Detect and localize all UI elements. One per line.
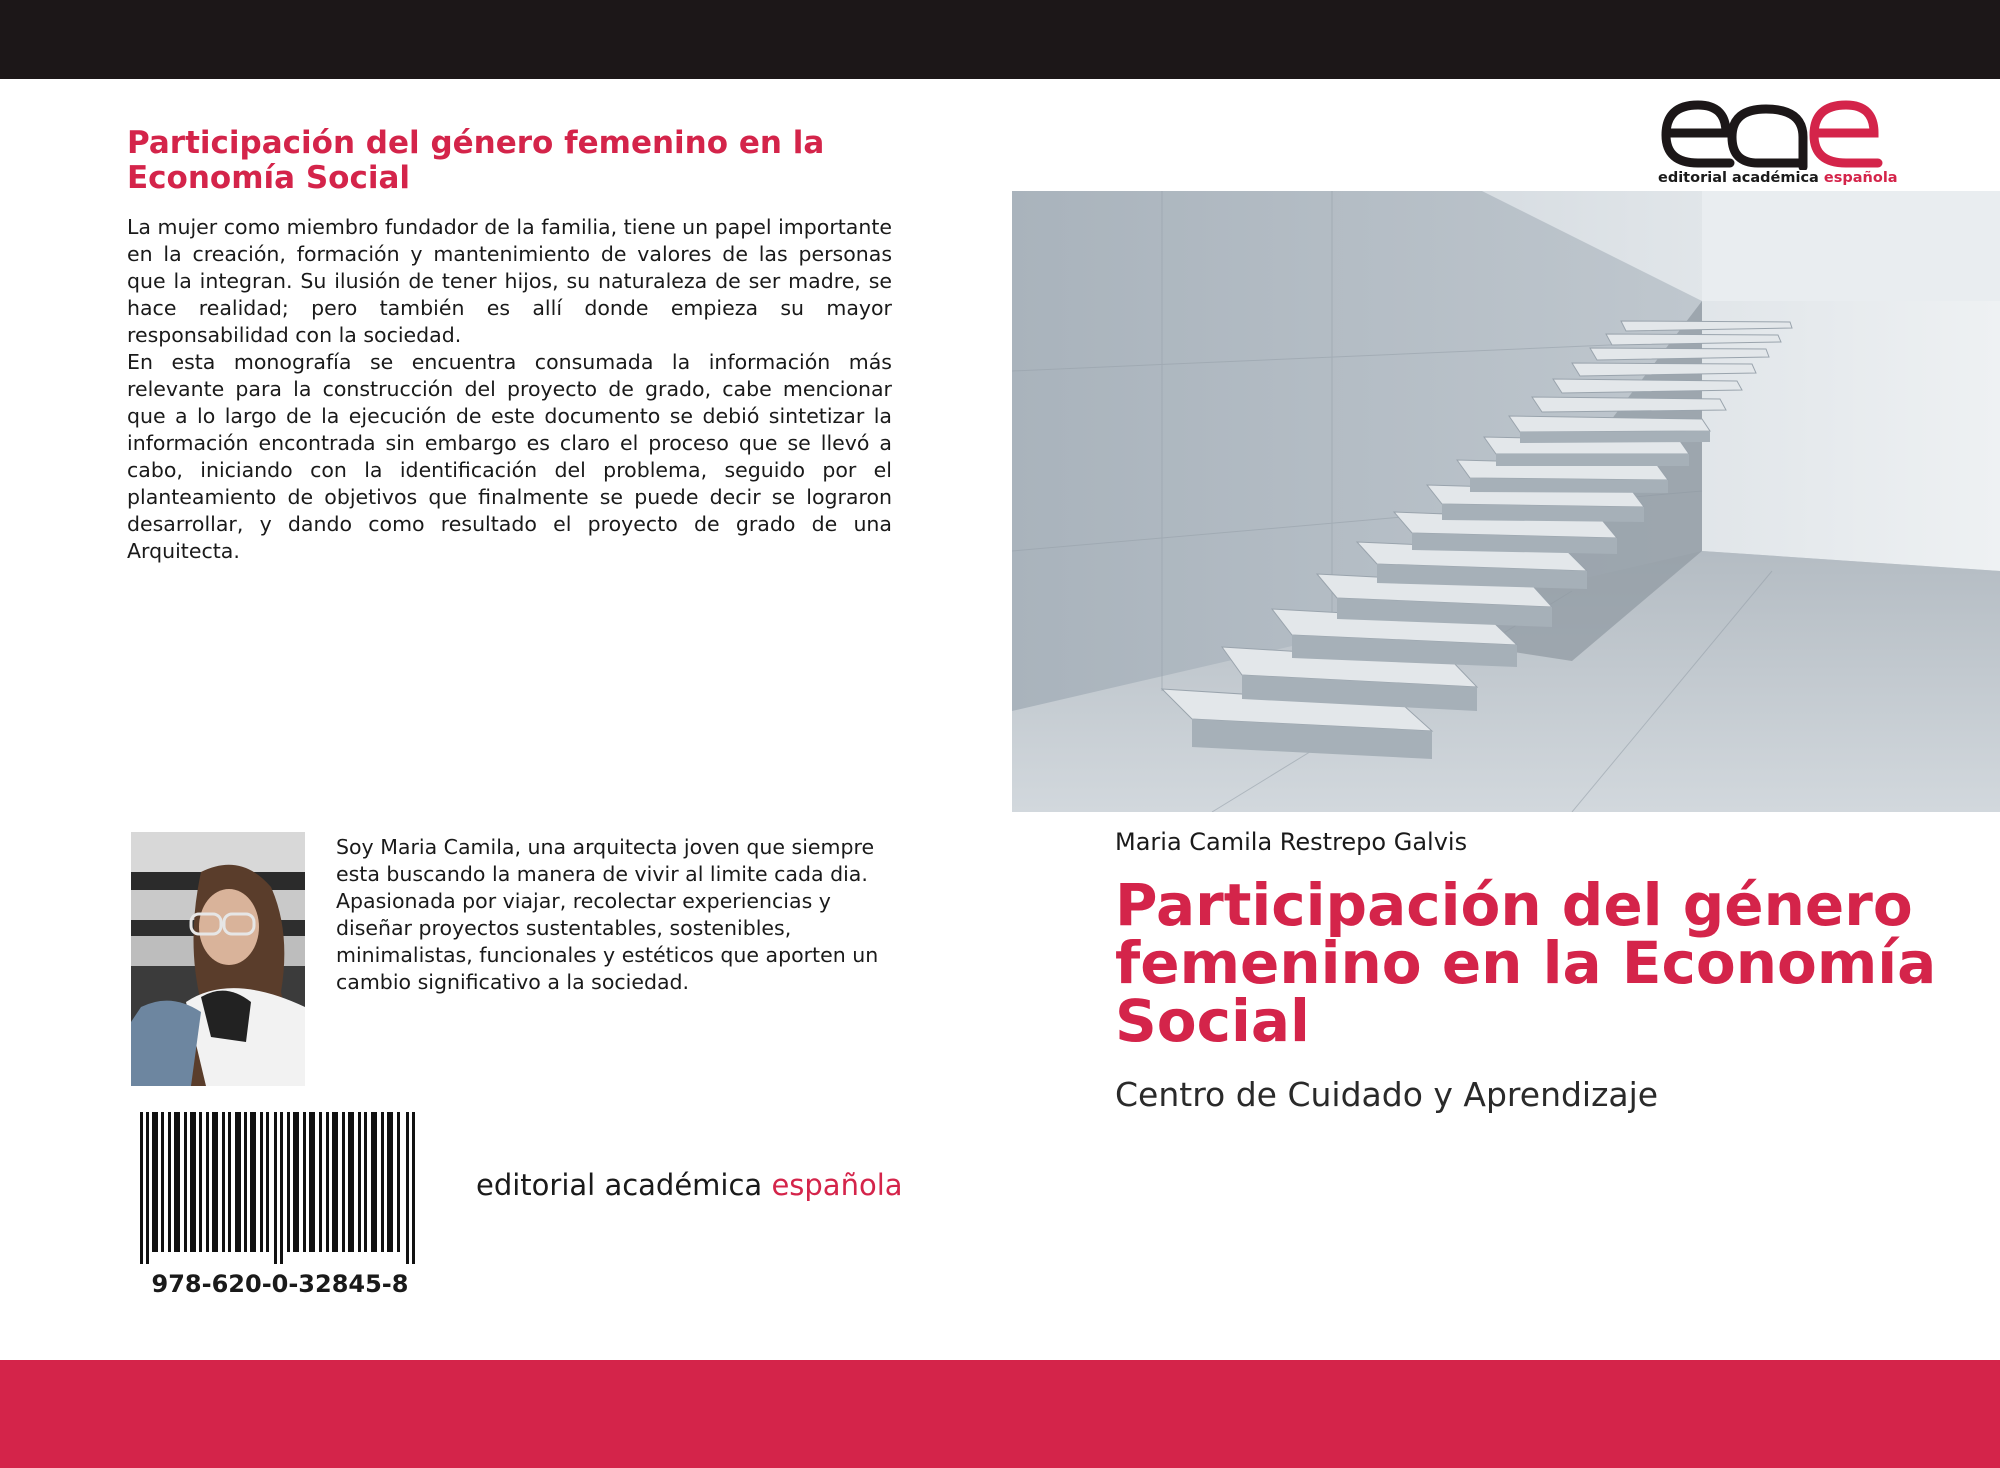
front-cover-subtitle: Centro de Cuidado y Aprendizaje xyxy=(1115,1075,1659,1114)
author-photo xyxy=(131,832,305,1086)
logo-caption-accent: española xyxy=(1823,170,1898,186)
blurb-paragraph: En esta monografía se encuentra consumada la información más relevante para la construcción del proyecto de grado, cabe mencionar que a lo largo de la ejecución de este documento se debió sintetizar la información encontrada sin embargo es claro el proceso que se llevó a cabo, iniciando con la identificación del problema, seguido por el planteamiento de objetivos que finalmente se puede decir se lograron desarrollar, y dando como resultado el proyecto de grado de una Arquitecta. xyxy=(127,350,892,563)
publisher-name-main: editorial académica xyxy=(476,1168,763,1202)
logo-caption-main: editorial académica xyxy=(1658,170,1819,186)
top-band xyxy=(0,0,2000,79)
author-name: Maria Camila Restrepo Galvis xyxy=(1115,828,1468,856)
front-cover-title: Participación del género femenino en la Economía Social xyxy=(1115,871,1937,1055)
isbn-number: 978-620-0-32845-8 xyxy=(151,1270,409,1298)
blurb-paragraph: La mujer como miembro fundador de la familia, tiene un papel importante en la creación, formación y mantenimiento de valores de las personas que la integran. Su ilusión de tener hijos, su naturaleza de ser madre, se hace realidad; pero también es allí donde empieza su mayor responsabilidad con la sociedad. xyxy=(127,215,892,347)
bottom-band xyxy=(0,1360,2000,1468)
publisher-name-back xyxy=(476,1168,903,1202)
back-cover-title: Participación del género femenino en la Economía Social xyxy=(127,125,825,196)
logo-caption xyxy=(1658,170,1898,186)
cover-photo-staircase xyxy=(1012,191,2000,812)
barcode xyxy=(140,1112,420,1264)
back-cover-blurb xyxy=(127,214,892,565)
author-bio: Soy Maria Camila, una arquitecta joven que siempre esta buscando la manera de vivir al limite cada dia. Apasionada por viajar, recolectar experiencias y diseñar proyectos sustentables, sostenibles, minimalistas, funcionales y estéticos que aporten un cambio significativo a la sociedad. xyxy=(336,835,879,994)
publisher-name-accent: española xyxy=(771,1168,903,1202)
